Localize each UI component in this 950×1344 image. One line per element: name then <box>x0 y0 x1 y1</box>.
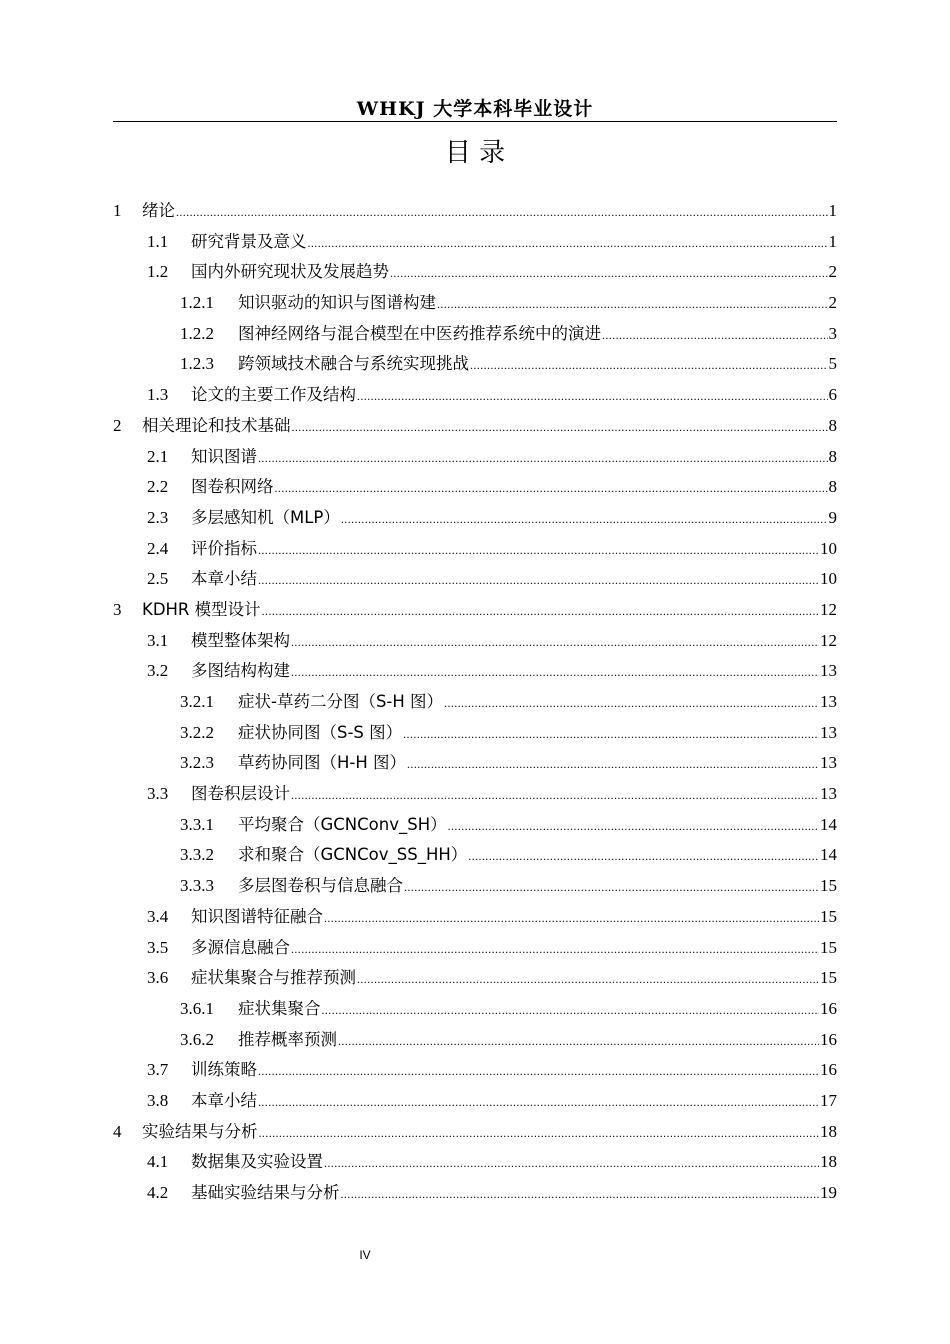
toc-entry-number: 4 <box>113 1121 122 1141</box>
toc-entry-number: 3.6 <box>147 968 169 988</box>
toc-dot-leader <box>324 912 819 924</box>
toc-entry-number: 3.3 <box>147 784 169 804</box>
toc-entry-label: 模型整体架构 <box>191 630 290 650</box>
toc-entry-label: 症状-草药二分图（S-H 图） <box>238 692 444 711</box>
toc-entry-number: 3.6.2 <box>180 1029 214 1049</box>
toc-entry-label: 跨领域技术融合与系统实现挑战 <box>238 354 469 374</box>
toc-entry-label: 知识图谱特征融合 <box>191 906 323 926</box>
toc-dot-leader <box>357 973 819 985</box>
toc-dot-leader <box>341 1188 820 1200</box>
toc-entry-label: 评价指标 <box>191 538 257 558</box>
toc-entry-label: KDHR 模型设计 <box>142 599 261 619</box>
toc-entry-label: 实验结果与分析 <box>142 1121 258 1141</box>
toc-entry-page: 15 <box>820 906 837 926</box>
toc-entry[interactable] <box>113 534 837 565</box>
toc-entry-number: 3.6.1 <box>180 998 214 1018</box>
toc-entry-number: 3.1 <box>147 630 169 650</box>
toc-dot-leader <box>390 267 828 279</box>
toc-entry-page: 12 <box>820 630 837 650</box>
toc-entry[interactable] <box>113 288 837 319</box>
toc-dot-leader <box>262 605 819 617</box>
toc-entry-page: 3 <box>828 323 837 343</box>
toc-dot-leader <box>448 820 819 832</box>
toc-dot-leader <box>258 1065 819 1077</box>
toc-entry-number: 1.2.1 <box>180 293 214 313</box>
toc-entry-page: 8 <box>828 446 837 466</box>
toc-entry-number: 2.2 <box>147 477 169 497</box>
toc-dot-leader <box>322 1004 820 1016</box>
toc-entry-page: 16 <box>820 998 837 1018</box>
toc-entry[interactable] <box>113 687 837 718</box>
running-header: WHKJ 大学本科毕业设计 <box>356 98 594 120</box>
toc-dot-leader <box>291 789 819 801</box>
toc-entry-page: 2 <box>828 262 837 282</box>
toc-entry-page: 15 <box>820 876 837 896</box>
toc-entry-page: 12 <box>820 599 837 619</box>
toc-entry-number: 3.5 <box>147 937 169 957</box>
toc-entry[interactable] <box>113 1025 837 1056</box>
toc-entry-number: 3.7 <box>147 1060 169 1080</box>
toc-entry-number: 1.3 <box>147 385 169 405</box>
toc-dot-leader <box>437 298 828 310</box>
toc-entry-page: 13 <box>820 753 837 773</box>
toc-entry[interactable] <box>113 718 837 749</box>
toc-entry[interactable] <box>113 748 837 779</box>
toc-entry-page: 1 <box>828 201 837 220</box>
toc-dot-leader <box>407 758 819 770</box>
toc-entry-number: 1.1 <box>147 231 169 251</box>
toc-entry-label: 草药协同图（H-H 图） <box>238 753 407 773</box>
toc-entry[interactable] <box>113 319 837 350</box>
toc-entry-label: 症状协同图（S-S 图） <box>238 722 403 742</box>
toc-entry-number: 1.2.3 <box>180 354 214 374</box>
toc-dot-leader <box>258 1096 819 1108</box>
toc-entry-page: 10 <box>820 569 837 589</box>
page-number: IV <box>359 1248 371 1262</box>
toc-entry-number: 1 <box>113 201 122 220</box>
toc-entry-number: 2.1 <box>147 446 169 466</box>
toc-dot-leader <box>468 850 819 862</box>
toc-entry-number: 3.2.1 <box>180 692 214 711</box>
toc-entry-label: 训练策略 <box>191 1060 257 1080</box>
toc-entry-label: 知识驱动的知识与图谱构建 <box>238 293 436 313</box>
toc-entry-page: 16 <box>820 1029 837 1049</box>
toc-entry-page: 2 <box>828 293 837 313</box>
toc-entry-number: 3.8 <box>147 1090 169 1110</box>
toc-entry-number: 3.4 <box>147 906 169 926</box>
toc-entry-page: 1 <box>828 231 837 251</box>
toc-dot-leader <box>602 329 828 341</box>
header-rule <box>113 121 837 122</box>
toc-entry-label: 推荐概率预测 <box>238 1029 337 1049</box>
toc-dot-leader <box>338 1035 819 1047</box>
toc-dot-leader <box>275 482 828 494</box>
toc-dot-leader <box>470 359 828 371</box>
toc-entry-label: 平均聚合（GCNConv_SH） <box>238 814 447 834</box>
toc-dot-leader <box>258 452 828 464</box>
toc-entry-number: 3 <box>113 599 122 619</box>
toc-entry-label: 基础实验结果与分析 <box>191 1183 340 1202</box>
toc-entry[interactable] <box>113 1086 837 1117</box>
toc-entry[interactable] <box>113 442 837 473</box>
toc-entry[interactable] <box>113 871 837 902</box>
toc-dot-leader <box>291 636 819 648</box>
toc-dot-leader <box>176 206 828 218</box>
toc-entry-label: 本章小结 <box>191 569 257 589</box>
toc-entry[interactable] <box>113 994 837 1025</box>
toc-entry-number: 3.2.2 <box>180 722 214 742</box>
toc-entry[interactable] <box>113 472 837 503</box>
toc-entry-label: 国内外研究现状及发展趋势 <box>191 262 389 282</box>
toc-entry-number: 3.3.3 <box>180 876 214 896</box>
toc-dot-leader <box>308 237 828 249</box>
toc-entry[interactable] <box>113 1178 837 1209</box>
toc-entry-page: 17 <box>820 1090 837 1110</box>
page-title: 目 录 <box>444 138 506 168</box>
toc-entry[interactable] <box>113 1117 837 1148</box>
toc-entry[interactable] <box>113 257 837 288</box>
toc-dot-leader <box>357 390 828 402</box>
toc-entry-number: 4.1 <box>147 1152 169 1172</box>
toc-entry[interactable] <box>113 656 837 687</box>
toc-entry[interactable] <box>113 779 837 810</box>
toc-entry-page: 14 <box>820 814 837 834</box>
toc-entry-label: 求和聚合（GCNCov_SS_HH） <box>238 845 468 865</box>
toc-entry[interactable] <box>113 626 837 657</box>
toc-entry-label: 图卷积网络 <box>191 477 274 497</box>
toc-dot-leader <box>324 1157 819 1169</box>
toc-entry-number: 1.2 <box>147 262 169 282</box>
toc-entry-label: 论文的主要工作及结构 <box>191 385 356 405</box>
toc-entry-label: 图神经网络与混合模型在中医药推荐系统中的演进 <box>238 323 601 343</box>
toc-entry-page: 6 <box>828 385 837 405</box>
toc-entry[interactable] <box>113 503 837 534</box>
toc-entry[interactable] <box>113 411 837 442</box>
toc-dot-leader <box>291 666 819 678</box>
toc-entry-label: 多层感知机（MLP） <box>191 507 340 527</box>
toc-entry[interactable] <box>113 1055 837 1086</box>
toc-entry-page: 9 <box>828 507 837 527</box>
toc-entry[interactable] <box>113 349 837 380</box>
toc-entry[interactable] <box>113 840 837 871</box>
toc-entry-page: 8 <box>828 477 837 497</box>
toc-entry-number: 2 <box>113 415 122 435</box>
toc-entry-page: 15 <box>820 937 837 957</box>
toc-entry-number: 2.3 <box>147 507 169 527</box>
toc-entry-number: 3.3.1 <box>180 814 214 834</box>
toc-entry-page: 16 <box>820 1060 837 1080</box>
toc-entry-label: 症状集聚合与推荐预测 <box>191 968 356 988</box>
toc-entry-page: 18 <box>820 1152 837 1172</box>
toc-entry[interactable] <box>113 196 837 227</box>
toc-entry-label: 知识图谱 <box>191 446 257 466</box>
toc-entry-page: 5 <box>828 354 837 374</box>
toc-entry[interactable] <box>113 380 837 411</box>
toc-dot-leader <box>258 574 819 586</box>
toc-entry[interactable] <box>113 564 837 595</box>
toc-entry-number: 3.2 <box>147 661 169 681</box>
toc-entry-page: 13 <box>820 692 837 711</box>
toc-entry[interactable] <box>113 963 837 994</box>
toc-entry[interactable] <box>113 902 837 933</box>
toc-entry-label: 绪论 <box>142 201 175 220</box>
toc-entry-page: 19 <box>820 1183 837 1202</box>
toc-entry-page: 13 <box>820 722 837 742</box>
toc-entry-label: 多层图卷积与信息融合 <box>238 876 403 896</box>
toc-entry[interactable] <box>113 1147 837 1178</box>
toc-dot-leader <box>258 544 819 556</box>
toc-entry-label: 多图结构构建 <box>191 661 290 681</box>
toc-entry[interactable] <box>113 595 837 626</box>
table-of-contents <box>113 196 837 1209</box>
toc-entry-label: 数据集及实验设置 <box>191 1152 323 1172</box>
toc-entry-label: 本章小结 <box>191 1090 257 1110</box>
toc-entry[interactable] <box>113 810 837 841</box>
toc-entry[interactable] <box>113 933 837 964</box>
toc-entry-number: 3.3.2 <box>180 845 214 865</box>
toc-entry-number: 2.5 <box>147 569 169 589</box>
toc-entry-number: 2.4 <box>147 538 169 558</box>
toc-entry-number: 3.2.3 <box>180 753 214 773</box>
toc-entry[interactable] <box>113 227 837 258</box>
toc-dot-leader <box>403 728 819 740</box>
toc-entry-label: 多源信息融合 <box>191 937 290 957</box>
toc-dot-leader <box>291 943 819 955</box>
toc-entry-page: 14 <box>820 845 837 865</box>
toc-entry-page: 13 <box>820 784 837 804</box>
toc-dot-leader <box>259 1127 820 1139</box>
toc-dot-leader <box>292 421 828 433</box>
toc-entry-page: 10 <box>820 538 837 558</box>
toc-dot-leader <box>444 697 819 709</box>
toc-entry-number: 1.2.2 <box>180 323 214 343</box>
toc-entry-label: 图卷积层设计 <box>191 784 290 804</box>
toc-entry-page: 13 <box>820 661 837 681</box>
toc-dot-leader <box>404 881 819 893</box>
toc-entry-page: 15 <box>820 968 837 988</box>
toc-entry-label: 相关理论和技术基础 <box>142 415 291 435</box>
toc-entry-page: 18 <box>820 1121 837 1141</box>
toc-dot-leader <box>341 513 828 525</box>
toc-entry-page: 8 <box>828 415 837 435</box>
toc-entry-label: 症状集聚合 <box>238 998 321 1018</box>
toc-entry-label: 研究背景及意义 <box>191 231 307 251</box>
toc-entry-number: 4.2 <box>147 1183 169 1202</box>
